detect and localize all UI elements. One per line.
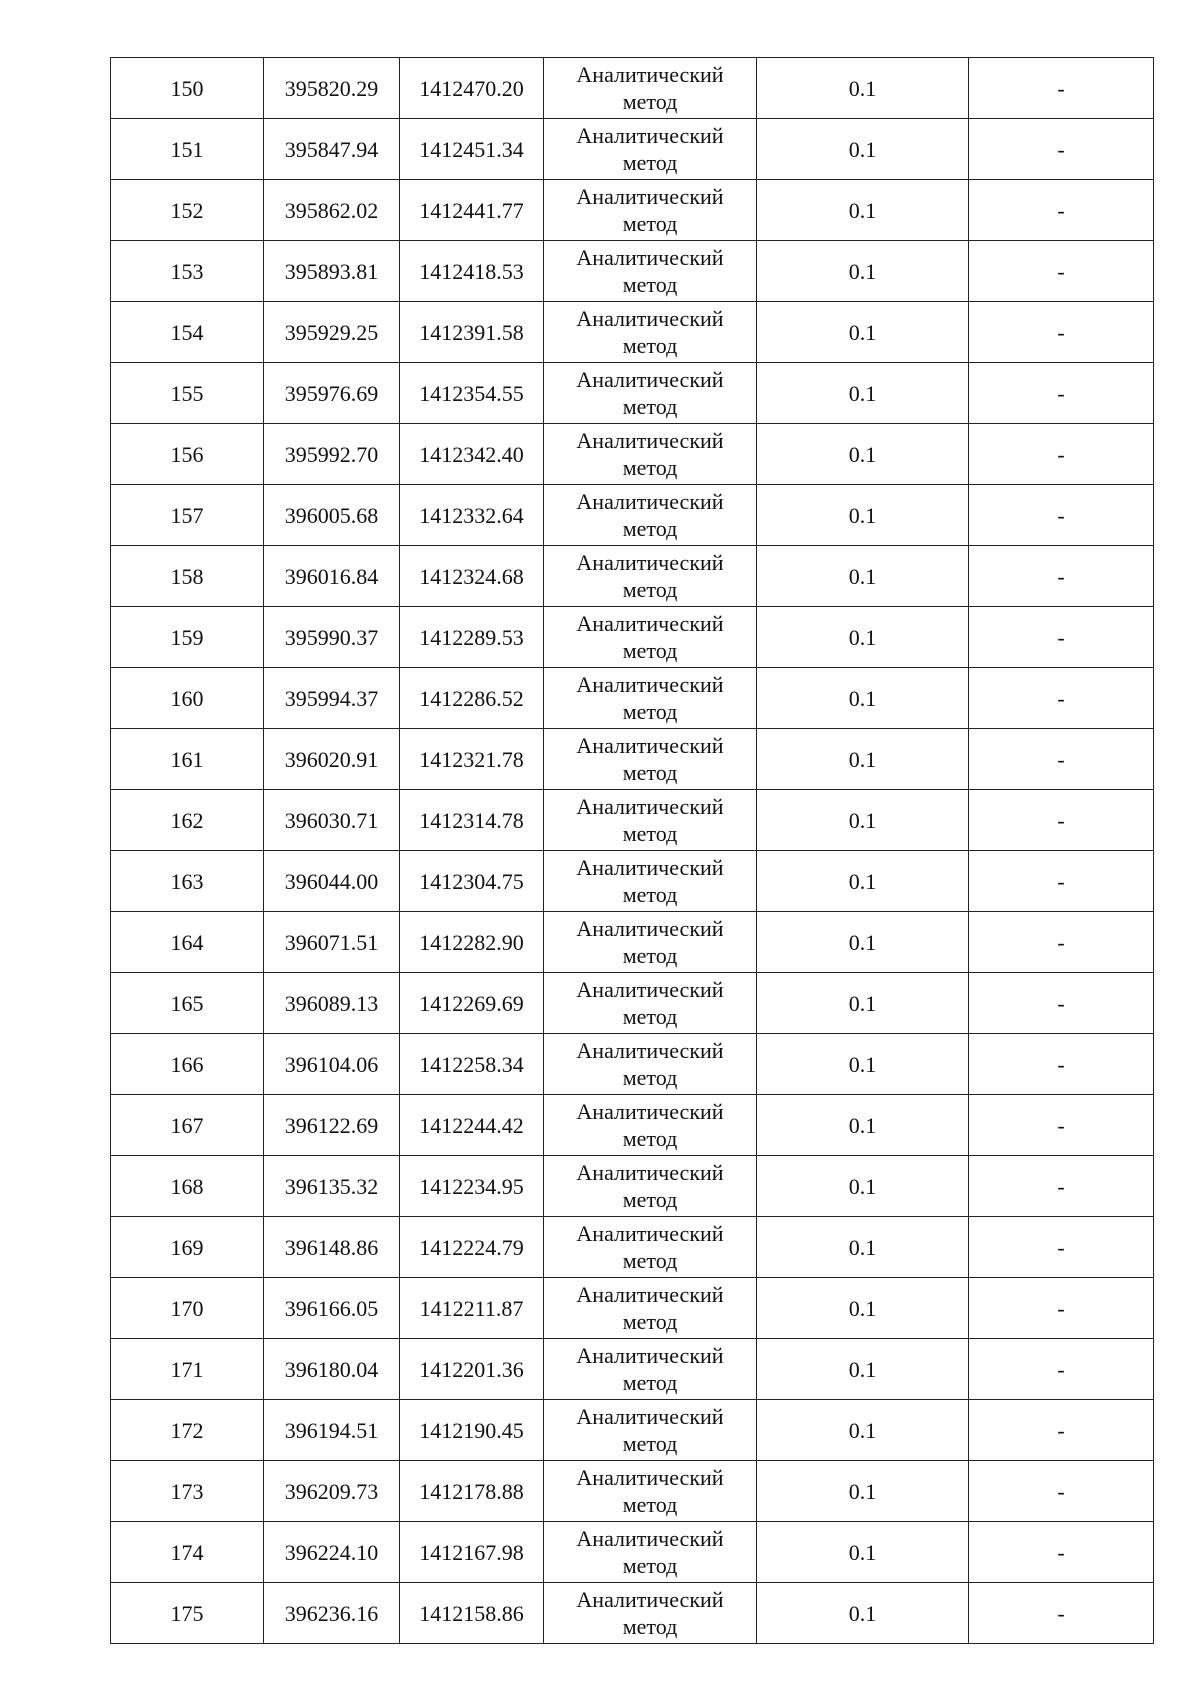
y-coordinate-cell: 1412321.78 bbox=[400, 729, 544, 790]
note-cell: - bbox=[969, 241, 1154, 302]
y-coordinate-cell: 1412304.75 bbox=[400, 851, 544, 912]
y-coordinate-cell: 1412158.86 bbox=[400, 1583, 544, 1644]
table-row bbox=[111, 973, 1154, 1034]
table-row bbox=[111, 1583, 1154, 1644]
method-text: Аналитический bbox=[576, 1587, 724, 1612]
x-coordinate-cell: 395990.37 bbox=[264, 607, 400, 668]
method-cell bbox=[544, 424, 757, 485]
table-body bbox=[111, 58, 1154, 1644]
y-coordinate-cell: 1412211.87 bbox=[400, 1278, 544, 1339]
method-text: метод bbox=[622, 821, 678, 846]
table-row bbox=[111, 1034, 1154, 1095]
method-cell bbox=[544, 668, 757, 729]
method-cell bbox=[544, 1461, 757, 1522]
point-number-cell: 162 bbox=[111, 790, 264, 851]
method-text: Аналитический bbox=[576, 733, 724, 758]
method-text: метод bbox=[622, 1492, 678, 1517]
y-coordinate-cell: 1412470.20 bbox=[400, 58, 544, 119]
accuracy-cell: 0.1 bbox=[757, 302, 969, 363]
accuracy-cell: 0.1 bbox=[757, 668, 969, 729]
method-text: Аналитический bbox=[576, 1221, 724, 1246]
accuracy-cell: 0.1 bbox=[757, 729, 969, 790]
y-coordinate-cell: 1412282.90 bbox=[400, 912, 544, 973]
method-text: Аналитический bbox=[576, 367, 724, 392]
x-coordinate-cell: 396135.32 bbox=[264, 1156, 400, 1217]
method-cell bbox=[544, 790, 757, 851]
accuracy-cell: 0.1 bbox=[757, 973, 969, 1034]
accuracy-cell: 0.1 bbox=[757, 607, 969, 668]
accuracy-cell: 0.1 bbox=[757, 119, 969, 180]
table-row bbox=[111, 729, 1154, 790]
point-number-cell: 154 bbox=[111, 302, 264, 363]
method-cell bbox=[544, 363, 757, 424]
method-cell bbox=[544, 1217, 757, 1278]
table-row bbox=[111, 485, 1154, 546]
accuracy-cell: 0.1 bbox=[757, 851, 969, 912]
method-text: Аналитический bbox=[576, 794, 724, 819]
method-cell bbox=[544, 1583, 757, 1644]
accuracy-cell: 0.1 bbox=[757, 1339, 969, 1400]
note-cell: - bbox=[969, 363, 1154, 424]
note-cell: - bbox=[969, 1034, 1154, 1095]
method-text: метод bbox=[622, 1614, 678, 1639]
table-row bbox=[111, 851, 1154, 912]
method-text: метод bbox=[622, 455, 678, 480]
method-text: Аналитический bbox=[576, 855, 724, 880]
x-coordinate-cell: 396122.69 bbox=[264, 1095, 400, 1156]
method-text: метод bbox=[622, 1004, 678, 1029]
x-coordinate-cell: 395862.02 bbox=[264, 180, 400, 241]
method-cell bbox=[544, 1278, 757, 1339]
method-text: метод bbox=[622, 577, 678, 602]
method-text: метод bbox=[622, 1431, 678, 1456]
y-coordinate-cell: 1412178.88 bbox=[400, 1461, 544, 1522]
x-coordinate-cell: 396020.91 bbox=[264, 729, 400, 790]
x-coordinate-cell: 396005.68 bbox=[264, 485, 400, 546]
method-text: метод bbox=[622, 1187, 678, 1212]
method-cell bbox=[544, 729, 757, 790]
point-number-cell: 173 bbox=[111, 1461, 264, 1522]
point-number-cell: 172 bbox=[111, 1400, 264, 1461]
method-text: Аналитический bbox=[576, 489, 724, 514]
x-coordinate-cell: 396209.73 bbox=[264, 1461, 400, 1522]
method-text: метод bbox=[622, 1248, 678, 1273]
point-number-cell: 152 bbox=[111, 180, 264, 241]
method-text: Аналитический bbox=[576, 245, 724, 270]
point-number-cell: 157 bbox=[111, 485, 264, 546]
point-number-cell: 170 bbox=[111, 1278, 264, 1339]
y-coordinate-cell: 1412190.45 bbox=[400, 1400, 544, 1461]
method-text: Аналитический bbox=[576, 1465, 724, 1490]
y-coordinate-cell: 1412289.53 bbox=[400, 607, 544, 668]
note-cell: - bbox=[969, 668, 1154, 729]
accuracy-cell: 0.1 bbox=[757, 180, 969, 241]
method-cell bbox=[544, 302, 757, 363]
method-text: Аналитический bbox=[576, 611, 724, 636]
method-text: метод bbox=[622, 272, 678, 297]
y-coordinate-cell: 1412286.52 bbox=[400, 668, 544, 729]
x-coordinate-cell: 396104.06 bbox=[264, 1034, 400, 1095]
accuracy-cell: 0.1 bbox=[757, 58, 969, 119]
point-number-cell: 164 bbox=[111, 912, 264, 973]
point-number-cell: 156 bbox=[111, 424, 264, 485]
note-cell: - bbox=[969, 851, 1154, 912]
accuracy-cell: 0.1 bbox=[757, 1400, 969, 1461]
table-row bbox=[111, 180, 1154, 241]
note-cell: - bbox=[969, 912, 1154, 973]
y-coordinate-cell: 1412244.42 bbox=[400, 1095, 544, 1156]
table-row bbox=[111, 546, 1154, 607]
accuracy-cell: 0.1 bbox=[757, 1583, 969, 1644]
method-cell bbox=[544, 607, 757, 668]
table-row bbox=[111, 912, 1154, 973]
y-coordinate-cell: 1412234.95 bbox=[400, 1156, 544, 1217]
y-coordinate-cell: 1412441.77 bbox=[400, 180, 544, 241]
method-text: Аналитический bbox=[576, 1099, 724, 1124]
table-row bbox=[111, 241, 1154, 302]
method-cell bbox=[544, 1156, 757, 1217]
method-text: Аналитический bbox=[576, 306, 724, 331]
point-number-cell: 174 bbox=[111, 1522, 264, 1583]
method-text: метод bbox=[622, 150, 678, 175]
point-number-cell: 171 bbox=[111, 1339, 264, 1400]
method-text: метод bbox=[622, 1126, 678, 1151]
point-number-cell: 153 bbox=[111, 241, 264, 302]
method-text: Аналитический bbox=[576, 184, 724, 209]
note-cell: - bbox=[969, 1339, 1154, 1400]
table-row bbox=[111, 1278, 1154, 1339]
table-row bbox=[111, 302, 1154, 363]
method-text: Аналитический bbox=[576, 916, 724, 941]
table-row bbox=[111, 424, 1154, 485]
note-cell: - bbox=[969, 1156, 1154, 1217]
x-coordinate-cell: 396180.04 bbox=[264, 1339, 400, 1400]
table-row bbox=[111, 119, 1154, 180]
note-cell: - bbox=[969, 973, 1154, 1034]
y-coordinate-cell: 1412418.53 bbox=[400, 241, 544, 302]
table-row bbox=[111, 1217, 1154, 1278]
table-row bbox=[111, 58, 1154, 119]
accuracy-cell: 0.1 bbox=[757, 1217, 969, 1278]
accuracy-cell: 0.1 bbox=[757, 424, 969, 485]
note-cell: - bbox=[969, 729, 1154, 790]
x-coordinate-cell: 396166.05 bbox=[264, 1278, 400, 1339]
method-text: метод bbox=[622, 211, 678, 236]
table-row bbox=[111, 1461, 1154, 1522]
method-text: Аналитический bbox=[576, 977, 724, 1002]
method-text: метод bbox=[622, 882, 678, 907]
method-cell bbox=[544, 1522, 757, 1583]
x-coordinate-cell: 395847.94 bbox=[264, 119, 400, 180]
note-cell: - bbox=[969, 119, 1154, 180]
method-cell bbox=[544, 1034, 757, 1095]
x-coordinate-cell: 396224.10 bbox=[264, 1522, 400, 1583]
x-coordinate-cell: 396089.13 bbox=[264, 973, 400, 1034]
method-cell bbox=[544, 1400, 757, 1461]
y-coordinate-cell: 1412224.79 bbox=[400, 1217, 544, 1278]
method-cell bbox=[544, 973, 757, 1034]
point-number-cell: 160 bbox=[111, 668, 264, 729]
x-coordinate-cell: 395976.69 bbox=[264, 363, 400, 424]
y-coordinate-cell: 1412314.78 bbox=[400, 790, 544, 851]
x-coordinate-cell: 396071.51 bbox=[264, 912, 400, 973]
note-cell: - bbox=[969, 607, 1154, 668]
note-cell: - bbox=[969, 790, 1154, 851]
x-coordinate-cell: 396044.00 bbox=[264, 851, 400, 912]
note-cell: - bbox=[969, 546, 1154, 607]
method-text: Аналитический bbox=[576, 62, 724, 87]
method-text: метод bbox=[622, 1065, 678, 1090]
method-text: метод bbox=[622, 943, 678, 968]
table-row bbox=[111, 1156, 1154, 1217]
x-coordinate-cell: 396030.71 bbox=[264, 790, 400, 851]
point-number-cell: 151 bbox=[111, 119, 264, 180]
note-cell: - bbox=[969, 1583, 1154, 1644]
method-text: метод bbox=[622, 1370, 678, 1395]
note-cell: - bbox=[969, 1217, 1154, 1278]
y-coordinate-cell: 1412269.69 bbox=[400, 973, 544, 1034]
point-number-cell: 175 bbox=[111, 1583, 264, 1644]
note-cell: - bbox=[969, 302, 1154, 363]
y-coordinate-cell: 1412342.40 bbox=[400, 424, 544, 485]
note-cell: - bbox=[969, 180, 1154, 241]
table-row bbox=[111, 607, 1154, 668]
method-text: метод bbox=[622, 516, 678, 541]
method-text: Аналитический bbox=[576, 1160, 724, 1185]
method-cell bbox=[544, 546, 757, 607]
method-text: метод bbox=[622, 1553, 678, 1578]
method-text: метод bbox=[622, 638, 678, 663]
method-text: Аналитический bbox=[576, 123, 724, 148]
note-cell: - bbox=[969, 1461, 1154, 1522]
x-coordinate-cell: 395820.29 bbox=[264, 58, 400, 119]
accuracy-cell: 0.1 bbox=[757, 1461, 969, 1522]
accuracy-cell: 0.1 bbox=[757, 1522, 969, 1583]
method-text: Аналитический bbox=[576, 1282, 724, 1307]
method-text: метод bbox=[622, 760, 678, 785]
accuracy-cell: 0.1 bbox=[757, 485, 969, 546]
note-cell: - bbox=[969, 1278, 1154, 1339]
method-cell bbox=[544, 1095, 757, 1156]
x-coordinate-cell: 396236.16 bbox=[264, 1583, 400, 1644]
method-cell bbox=[544, 912, 757, 973]
coordinates-table bbox=[110, 57, 1154, 1644]
x-coordinate-cell: 395893.81 bbox=[264, 241, 400, 302]
accuracy-cell: 0.1 bbox=[757, 363, 969, 424]
method-text: метод bbox=[622, 333, 678, 358]
point-number-cell: 168 bbox=[111, 1156, 264, 1217]
accuracy-cell: 0.1 bbox=[757, 1034, 969, 1095]
accuracy-cell: 0.1 bbox=[757, 912, 969, 973]
method-cell bbox=[544, 851, 757, 912]
accuracy-cell: 0.1 bbox=[757, 1156, 969, 1217]
y-coordinate-cell: 1412354.55 bbox=[400, 363, 544, 424]
method-text: Аналитический bbox=[576, 1404, 724, 1429]
method-cell bbox=[544, 241, 757, 302]
method-text: метод bbox=[622, 89, 678, 114]
method-text: Аналитический bbox=[576, 1038, 724, 1063]
point-number-cell: 150 bbox=[111, 58, 264, 119]
note-cell: - bbox=[969, 58, 1154, 119]
method-cell bbox=[544, 1339, 757, 1400]
point-number-cell: 167 bbox=[111, 1095, 264, 1156]
point-number-cell: 166 bbox=[111, 1034, 264, 1095]
y-coordinate-cell: 1412391.58 bbox=[400, 302, 544, 363]
point-number-cell: 158 bbox=[111, 546, 264, 607]
point-number-cell: 163 bbox=[111, 851, 264, 912]
point-number-cell: 159 bbox=[111, 607, 264, 668]
x-coordinate-cell: 396016.84 bbox=[264, 546, 400, 607]
note-cell: - bbox=[969, 485, 1154, 546]
table-row bbox=[111, 668, 1154, 729]
point-number-cell: 161 bbox=[111, 729, 264, 790]
note-cell: - bbox=[969, 1095, 1154, 1156]
accuracy-cell: 0.1 bbox=[757, 790, 969, 851]
table-row bbox=[111, 1339, 1154, 1400]
method-text: Аналитический bbox=[576, 672, 724, 697]
method-cell bbox=[544, 119, 757, 180]
x-coordinate-cell: 395992.70 bbox=[264, 424, 400, 485]
accuracy-cell: 0.1 bbox=[757, 1278, 969, 1339]
y-coordinate-cell: 1412332.64 bbox=[400, 485, 544, 546]
table-row bbox=[111, 1095, 1154, 1156]
y-coordinate-cell: 1412451.34 bbox=[400, 119, 544, 180]
y-coordinate-cell: 1412324.68 bbox=[400, 546, 544, 607]
x-coordinate-cell: 395994.37 bbox=[264, 668, 400, 729]
table-row bbox=[111, 1522, 1154, 1583]
method-text: Аналитический bbox=[576, 550, 724, 575]
table-row bbox=[111, 790, 1154, 851]
x-coordinate-cell: 396148.86 bbox=[264, 1217, 400, 1278]
method-text: метод bbox=[622, 1309, 678, 1334]
point-number-cell: 155 bbox=[111, 363, 264, 424]
accuracy-cell: 0.1 bbox=[757, 546, 969, 607]
method-cell bbox=[544, 485, 757, 546]
method-cell bbox=[544, 180, 757, 241]
method-text: Аналитический bbox=[576, 428, 724, 453]
method-text: метод bbox=[622, 699, 678, 724]
table-row bbox=[111, 1400, 1154, 1461]
x-coordinate-cell: 395929.25 bbox=[264, 302, 400, 363]
note-cell: - bbox=[969, 424, 1154, 485]
point-number-cell: 169 bbox=[111, 1217, 264, 1278]
method-cell bbox=[544, 58, 757, 119]
note-cell: - bbox=[969, 1522, 1154, 1583]
y-coordinate-cell: 1412167.98 bbox=[400, 1522, 544, 1583]
method-text: метод bbox=[622, 394, 678, 419]
accuracy-cell: 0.1 bbox=[757, 241, 969, 302]
method-text: Аналитический bbox=[576, 1343, 724, 1368]
x-coordinate-cell: 396194.51 bbox=[264, 1400, 400, 1461]
method-text: Аналитический bbox=[576, 1526, 724, 1551]
accuracy-cell: 0.1 bbox=[757, 1095, 969, 1156]
point-number-cell: 165 bbox=[111, 973, 264, 1034]
y-coordinate-cell: 1412258.34 bbox=[400, 1034, 544, 1095]
table-row bbox=[111, 363, 1154, 424]
note-cell: - bbox=[969, 1400, 1154, 1461]
y-coordinate-cell: 1412201.36 bbox=[400, 1339, 544, 1400]
